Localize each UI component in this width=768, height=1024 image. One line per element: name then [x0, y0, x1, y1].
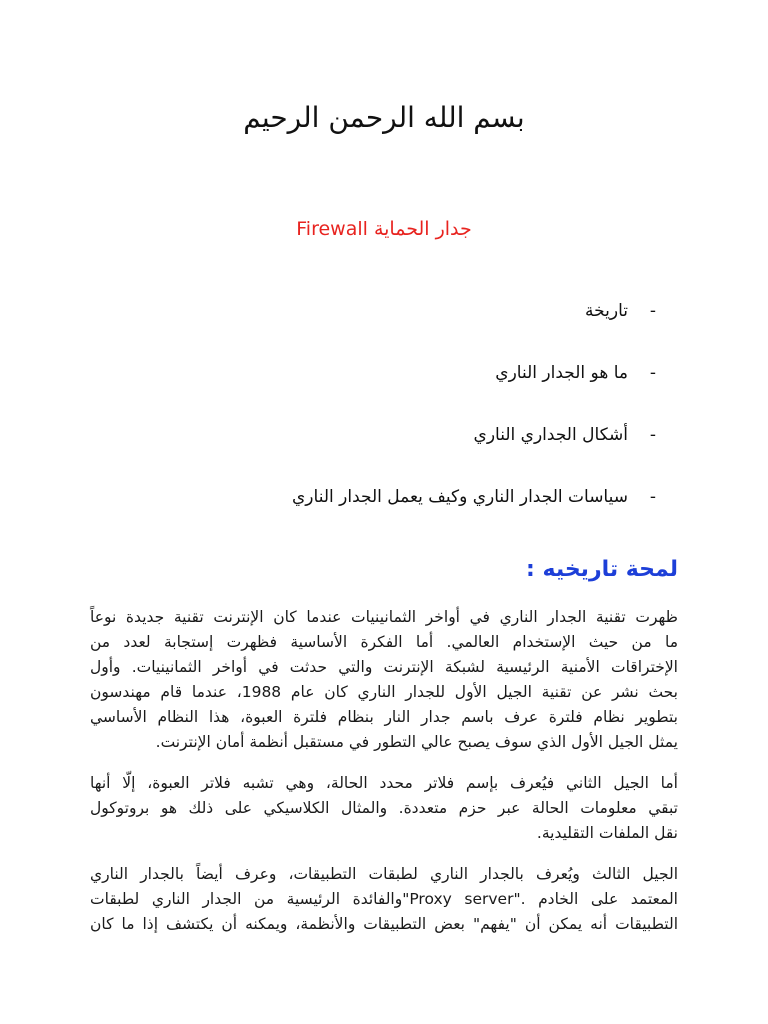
list-bullet: - [649, 363, 656, 383]
list-bullet: - [649, 425, 656, 445]
list-bullet: - [649, 301, 656, 321]
paragraph-line: نقل الملفات التقليدية. [536, 824, 678, 842]
paragraph-line: بتطوير نظام فلترة عرف باسم جدار النار بنظام فلترة العبوة، هذا النظام الأساسي [90, 708, 678, 726]
outline-item-what-is-firewall [136, 358, 656, 420]
paragraph-line: ظهرت تقنية الجدار الناري في أواخر الثمانينيات عندما كان الإنترنت تقنية جديدة نوعاً [90, 608, 678, 626]
paragraph-line: تبقي معلومات الحالة عبر حزم متعددة. والمثال الكلاسيكي على ذلك هو بروتوكول [90, 799, 678, 817]
paragraph [90, 862, 678, 937]
paragraph-line: الجيل الثالث ويُعرف بالجدار الناري لطبقات التطبيقات، وعرف أيضاً بالجدار الناري [90, 865, 678, 883]
paragraph [90, 771, 678, 846]
list-bullet: - [649, 487, 656, 507]
paragraph-line: التطبيقات أنه يمكن أن "يفهم" بعض التطبيقات والأنظمة، ويمكنه أن يكتشف إذا ما كان [90, 915, 678, 933]
outline-item-label: سياسات الجدار الناري وكيف يعمل الجدار الناري [292, 487, 628, 507]
section-heading: لمحة تاريخيه : [526, 557, 678, 582]
paragraph-line: ما من حيث الإستخدام العالمي. أما الفكرة الأساسية فظهرت إستجابة لعدد من [90, 633, 678, 651]
document-title: جدار الحماية Firewall [296, 218, 472, 240]
paragraph [90, 605, 678, 755]
outline-item-label: أشكال الجداري الناري [473, 425, 628, 445]
paragraph-line: يمثل الجيل الأول الذي سوف يصبح عالي التطور في مستقبل أنظمة أمان الإنترنت. [155, 733, 678, 751]
outline-item-firewall-types [136, 420, 656, 482]
paragraph-line: بحث نشر عن تقنية الجيل الأول للجدار الناري كان عام 1988، عندما قام مهندسون [90, 683, 678, 701]
outline-item-firewall-policies [136, 482, 656, 544]
outline-item-history [136, 296, 656, 358]
history-section-body [90, 605, 678, 953]
paragraph-line: الإختراقات الأمنية الرئيسية لشبكة الإنترنت والتي حدثت في أواخر الثمانينيات. وأول [90, 658, 678, 676]
paragraph-line: أما الجيل الثاني فيُعرف بإسم فلاتر محدد الحالة، وهي تشبه فلاتر العبوة، إلّا أنها [90, 774, 678, 792]
outline-list [136, 296, 656, 544]
outline-item-label: تاريخة [585, 301, 628, 321]
paragraph-line: المعتمد على الخادم ."Proxy server"والفائدة الرئيسية من الجدار الناري لطبقات [90, 890, 678, 908]
outline-item-label: ما هو الجدار الناري [495, 363, 628, 383]
basmala-heading: بسم الله الرحمن الرحيم [243, 101, 525, 134]
